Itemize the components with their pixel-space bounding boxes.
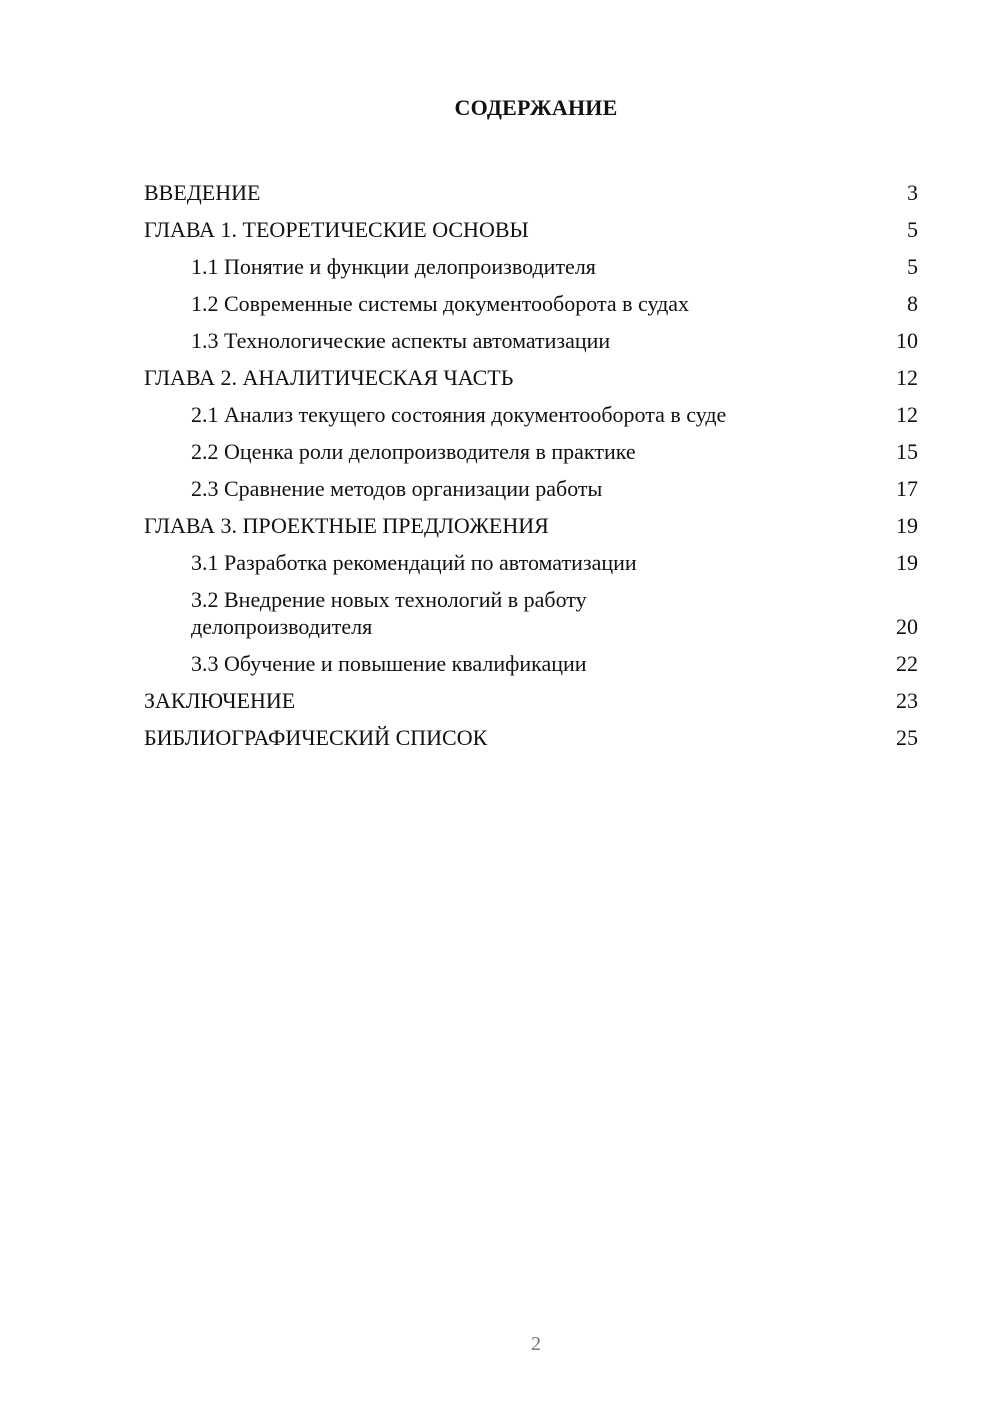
toc-entry-bibliography[interactable] bbox=[144, 715, 918, 752]
toc-entry-page: 25 bbox=[896, 725, 918, 750]
toc-entry-page: 23 bbox=[896, 688, 918, 713]
toc-entry-section-1-1[interactable] bbox=[144, 244, 918, 281]
toc-entry-section-2-3[interactable] bbox=[144, 466, 918, 503]
toc-entry-page: 22 bbox=[896, 651, 918, 676]
toc-entry-page: 5 bbox=[907, 254, 918, 279]
toc-entry-title: 1.1 Понятие и функции делопроизводителя bbox=[191, 254, 596, 279]
toc-entry-section-2-2[interactable] bbox=[144, 429, 918, 466]
toc-entry-title: 1.2 Современные системы документооборота в судах bbox=[191, 291, 690, 316]
toc-entry-page: 19 bbox=[896, 550, 918, 575]
toc-entry-conclusion[interactable] bbox=[144, 678, 918, 715]
toc-entry-page: 17 bbox=[896, 476, 918, 501]
toc-entry-title: ГЛАВА 3. ПРОЕКТНЫЕ ПРЕДЛОЖЕНИЯ bbox=[144, 513, 549, 538]
toc-entry-page: 5 bbox=[907, 217, 918, 242]
toc-entry-section-1-3[interactable] bbox=[144, 318, 918, 355]
toc-entry-title: ВВЕДЕНИЕ bbox=[144, 180, 261, 205]
toc-entry-introduction[interactable] bbox=[144, 170, 918, 207]
toc-entry-page: 8 bbox=[907, 291, 918, 316]
toc-entry-section-3-3[interactable] bbox=[144, 641, 918, 678]
page-number: 2 bbox=[531, 1333, 541, 1355]
toc-entry-chapter-2[interactable] bbox=[144, 355, 918, 392]
toc-entry-section-3-2[interactable] bbox=[144, 577, 918, 641]
toc-entry-chapter-1[interactable] bbox=[144, 207, 918, 244]
toc-entry-section-3-1[interactable] bbox=[144, 540, 918, 577]
toc-entry-title: 2.2 Оценка роли делопроизводителя в практике bbox=[191, 439, 636, 464]
toc-entry-title: БИБЛИОГРАФИЧЕСКИЙ СПИСОК bbox=[144, 725, 488, 750]
toc-entry-chapter-3[interactable] bbox=[144, 503, 918, 540]
toc-entry-page: 3 bbox=[907, 180, 918, 205]
toc-entry-page: 10 bbox=[896, 328, 918, 353]
toc-entry-section-2-1[interactable] bbox=[144, 392, 918, 429]
toc-entry-page: 12 bbox=[896, 402, 918, 427]
table-of-contents bbox=[144, 170, 918, 752]
toc-entry-title: ГЛАВА 1. ТЕОРЕТИЧЕСКИЕ ОСНОВЫ bbox=[144, 217, 529, 242]
toc-entry-title: 1.3 Технологические аспекты автоматизации bbox=[191, 328, 611, 353]
toc-entry-title: 3.2 Внедрение новых технологий в работу делопроизводителя bbox=[191, 587, 587, 639]
toc-entry-page: 19 bbox=[896, 513, 918, 538]
toc-entry-title: 2.3 Сравнение методов организации работы bbox=[191, 476, 603, 501]
toc-entry-page: 15 bbox=[896, 439, 918, 464]
toc-entry-title: ЗАКЛЮЧЕНИЕ bbox=[144, 688, 296, 713]
toc-entry-title: 3.1 Разработка рекомендаций по автоматизации bbox=[191, 550, 637, 575]
toc-entry-page: 20 bbox=[896, 614, 918, 639]
toc-entry-title: 3.3 Обучение и повышение квалификации bbox=[191, 651, 587, 676]
toc-entry-section-1-2[interactable] bbox=[144, 281, 918, 318]
toc-entry-title: ГЛАВА 2. АНАЛИТИЧЕСКАЯ ЧАСТЬ bbox=[144, 365, 514, 390]
toc-entry-title: 2.1 Анализ текущего состояния документооборота в суде bbox=[191, 402, 727, 427]
page-title: СОДЕРЖАНИЕ bbox=[454, 95, 618, 120]
toc-entry-page: 12 bbox=[896, 365, 918, 390]
